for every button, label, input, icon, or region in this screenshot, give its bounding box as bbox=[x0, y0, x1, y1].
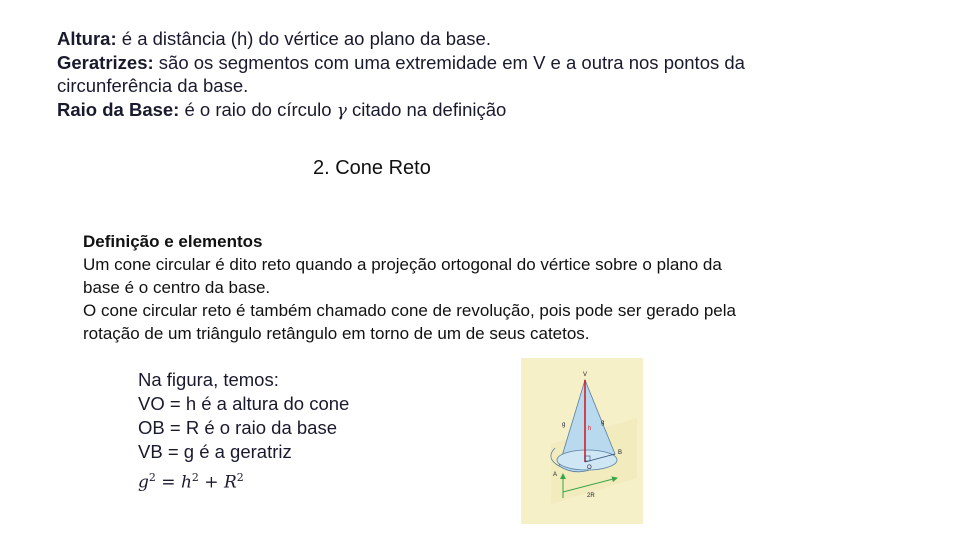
altura-label: Altura: bbox=[57, 28, 117, 49]
pythagoras-formula bbox=[138, 466, 349, 495]
definition-line-2: base é o centro da base. bbox=[83, 278, 271, 297]
raio-text-end: citado na definição bbox=[346, 98, 507, 120]
figure-intro: Na figura, temos: bbox=[138, 369, 279, 390]
geratrizes-line bbox=[57, 51, 837, 75]
raio-label: Raio da Base: bbox=[57, 98, 180, 120]
height-relation: VO = h é a altura do cone bbox=[138, 393, 350, 414]
generatrix-relation: VB = g é a geratriz bbox=[138, 441, 292, 462]
label-o: O bbox=[587, 465, 592, 471]
raio-line bbox=[57, 98, 837, 124]
geratrizes-text: são os segmentos com uma extremidade em V e a outra nos pontos da bbox=[153, 51, 745, 73]
definition-line-1: Um cone circular é dito reto quando a projeção ortogonal do vértice sobre o plano da bbox=[83, 255, 722, 274]
formula-eq: = bbox=[155, 472, 181, 493]
definition-line-4: rotação de um triângulo retângulo em torno de um de seus catetos. bbox=[83, 324, 590, 343]
raio-text: é o raio do círculo bbox=[179, 98, 337, 120]
formula-g: g bbox=[138, 472, 149, 493]
formula-exp-r: 2 bbox=[236, 471, 244, 484]
figure-description bbox=[138, 368, 349, 495]
label-b: B bbox=[618, 450, 623, 456]
label-g-right: g bbox=[601, 420, 605, 426]
radius-relation: OB = R é o raio da base bbox=[138, 417, 337, 438]
geratrizes-line-2: circunferência da base. bbox=[57, 75, 249, 96]
formula-plus: + bbox=[198, 472, 224, 493]
cone-diagram bbox=[521, 358, 643, 524]
formula-exp-g: 2 bbox=[148, 471, 156, 484]
definition-block bbox=[83, 230, 883, 345]
section-title: 2. Cone Reto bbox=[313, 157, 431, 179]
definition-title: Definição e elementos bbox=[83, 232, 263, 251]
formula-h: h bbox=[180, 472, 192, 493]
label-g-left: g bbox=[562, 422, 566, 428]
formula-exp-h: 2 bbox=[191, 471, 199, 484]
gamma-symbol: γ bbox=[336, 100, 347, 121]
label-h: h bbox=[588, 426, 592, 432]
cone-figure bbox=[521, 358, 643, 524]
altura-line bbox=[57, 27, 837, 51]
altura-text: é a distância (h) do vértice ao plano da base. bbox=[116, 28, 491, 49]
label-2r: 2R bbox=[587, 493, 595, 499]
label-v: V bbox=[583, 372, 588, 378]
definition-line-3: O cone circular reto é também chamado cone de revolução, pois pode ser gerado pela bbox=[83, 301, 736, 320]
formula-r: R bbox=[223, 472, 237, 493]
label-a: A bbox=[553, 472, 558, 478]
cone-definitions bbox=[57, 27, 837, 123]
geratrizes-label: Geratrizes: bbox=[57, 51, 154, 73]
